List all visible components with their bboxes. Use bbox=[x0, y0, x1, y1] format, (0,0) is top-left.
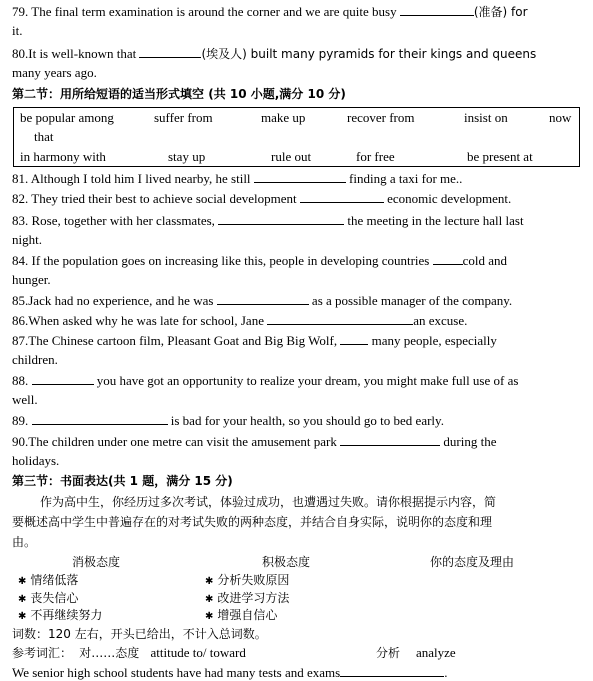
q84-blank[interactable] bbox=[433, 252, 463, 265]
vocab-term-1-en: attitude to/ toward bbox=[150, 645, 246, 660]
section-2-points: (共 10 小题,满分 10 分) bbox=[208, 87, 346, 101]
negative-item bbox=[18, 590, 78, 608]
q80-hint: (埃及人) built many pyramids for their kings and queens bbox=[201, 47, 537, 61]
q79-blank[interactable] bbox=[400, 3, 474, 16]
vocab-term-2: 分析 bbox=[376, 646, 401, 660]
star-bullet-icon: ✱ bbox=[18, 594, 27, 605]
prompt-line-2: 要概述高中学生中普遍存在的对考试失败的两种态度，并结合自身实际，说明你的态度和理 bbox=[12, 515, 493, 529]
negative-item-label: 不再继续努力 bbox=[30, 608, 103, 622]
q86-text-after: an excuse. bbox=[413, 313, 468, 328]
star-bullet-icon: ✱ bbox=[205, 594, 214, 605]
prompt-line-1: 作为高中生，你经历过多次考试，体验过成功，也遭遇过失败。请你根据提示内容，简 bbox=[40, 495, 497, 509]
negative-item bbox=[18, 607, 102, 625]
essay-blank[interactable] bbox=[340, 664, 444, 677]
positive-item bbox=[205, 572, 289, 590]
section-3-points: (共 1 题，满分 15 分) bbox=[108, 474, 233, 488]
q84-continuation: hunger. bbox=[12, 272, 51, 287]
phrase: stay up bbox=[168, 149, 206, 164]
question-88 bbox=[12, 372, 579, 389]
star-bullet-icon: ✱ bbox=[205, 576, 214, 587]
q81-text-after: finding a taxi for me.. bbox=[349, 171, 463, 186]
q83-blank[interactable] bbox=[218, 212, 344, 225]
phrase-wrap: that bbox=[34, 129, 54, 144]
section-2-label: 第二节：用所给短语的适当形式填空 bbox=[12, 87, 205, 101]
q90-continuation: holidays. bbox=[12, 453, 60, 468]
q87-text-after: many people, especially bbox=[371, 333, 497, 348]
star-bullet-icon: ✱ bbox=[18, 611, 27, 622]
q89-text-after: is bad for your health, so you should go to bed early. bbox=[170, 413, 444, 428]
reference-vocabulary bbox=[12, 645, 579, 661]
phrase: make up bbox=[261, 110, 306, 125]
question-87 bbox=[12, 332, 579, 349]
question-89 bbox=[12, 412, 579, 429]
question-85 bbox=[12, 292, 579, 309]
q88-continuation: well. bbox=[12, 392, 38, 407]
positive-item bbox=[205, 590, 289, 608]
header-negative: 消极态度 bbox=[72, 555, 121, 569]
q81-blank[interactable] bbox=[254, 170, 346, 183]
question-84 bbox=[12, 252, 579, 269]
phrase: be present at bbox=[467, 149, 533, 164]
q88-text-after: you have got an opportunity to realize your dream, you might make full use of as bbox=[96, 373, 519, 388]
essay-opening-text: We senior high school students have had many tests and exams bbox=[12, 665, 341, 680]
phrase: be popular among bbox=[20, 110, 114, 125]
q83-continuation: night. bbox=[12, 232, 42, 247]
question-79 bbox=[12, 3, 579, 20]
q87-blank[interactable] bbox=[340, 332, 368, 345]
section-3-title bbox=[12, 473, 579, 489]
q83-text-after: the meeting in the lecture hall last bbox=[347, 213, 524, 228]
positive-item-label: 增强自信心 bbox=[217, 608, 278, 622]
q88-blank[interactable] bbox=[32, 372, 94, 385]
word-count-note: 词数：120 左右，开头已给出，不计入总词数。 bbox=[12, 627, 267, 641]
phrase: rule out bbox=[271, 149, 312, 164]
section-2-title bbox=[12, 86, 579, 102]
q88-number: 88. bbox=[12, 373, 29, 388]
q90-text-after: during the bbox=[443, 434, 497, 449]
q82-blank[interactable] bbox=[300, 190, 384, 203]
section-3-label: 第三节：书面表达 bbox=[12, 474, 109, 488]
phrase-box bbox=[13, 107, 580, 167]
question-80 bbox=[12, 45, 579, 62]
vocab-term-1: 对……态度 bbox=[79, 646, 140, 660]
header-positive: 积极态度 bbox=[262, 555, 311, 569]
positive-item bbox=[205, 607, 277, 625]
essay-opening: We senior high school students have had many tests and exams . bbox=[12, 665, 448, 680]
q86-blank[interactable] bbox=[267, 312, 413, 325]
q89-blank[interactable] bbox=[32, 412, 168, 425]
q79-text: 79. The final term examination is around the corner and we are quite busy bbox=[12, 4, 397, 19]
q82-text: 82. They tried their best to achieve social development bbox=[12, 191, 297, 206]
positive-item-label: 改进学习方法 bbox=[217, 591, 290, 605]
q79-continuation: it. bbox=[12, 23, 23, 38]
header-your-attitude: 你的态度及理由 bbox=[430, 555, 515, 569]
vocab-label: 参考词汇： bbox=[12, 646, 73, 660]
q82-text-after: economic development. bbox=[387, 191, 512, 206]
phrase: recover from bbox=[347, 110, 415, 125]
question-86 bbox=[12, 312, 579, 329]
question-82 bbox=[12, 190, 579, 207]
q85-text-after: as a possible manager of the company. bbox=[311, 293, 513, 308]
question-83 bbox=[12, 212, 579, 229]
q90-blank[interactable] bbox=[340, 433, 440, 446]
question-90 bbox=[12, 433, 579, 450]
q87-text: 87.The Chinese cartoon film, Pleasant Goat and Big Big Wolf, bbox=[12, 333, 338, 348]
q81-text: 81. Although I told him I lived nearby, he still bbox=[12, 171, 251, 186]
phrase: insist on bbox=[464, 110, 508, 125]
q87-continuation: children. bbox=[12, 352, 58, 367]
phrase: for free bbox=[356, 149, 395, 164]
negative-item-label: 情绪低落 bbox=[30, 573, 79, 587]
prompt-line-3: 由。 bbox=[12, 535, 37, 549]
q80-blank[interactable] bbox=[139, 45, 201, 58]
vocab-term-2-en: analyze bbox=[416, 645, 456, 660]
q90-text: 90.The children under one metre can visit the amusement park bbox=[12, 434, 337, 449]
phrase: now bbox=[549, 110, 572, 125]
question-81 bbox=[12, 170, 579, 187]
q85-blank[interactable] bbox=[217, 292, 309, 305]
q89-number: 89. bbox=[12, 413, 29, 428]
q84-text: 84. If the population goes on increasing like this, people in developing countries bbox=[12, 253, 430, 268]
q86-text: 86.When asked why he was late for school, Jane bbox=[12, 313, 264, 328]
q84-text-after: cold and bbox=[462, 253, 508, 268]
q85-text: 85.Jack had no experience, and he was bbox=[12, 293, 214, 308]
phrase: suffer from bbox=[154, 110, 213, 125]
q79-hint: (准备) for bbox=[473, 5, 528, 19]
star-bullet-icon: ✱ bbox=[18, 576, 27, 587]
q80-text: 80.It is well-known that bbox=[12, 46, 137, 61]
negative-item-label: 丧失信心 bbox=[30, 591, 79, 605]
positive-item-label: 分析失败原因 bbox=[217, 573, 290, 587]
negative-item bbox=[18, 572, 78, 590]
star-bullet-icon: ✱ bbox=[205, 611, 214, 622]
phrase: in harmony with bbox=[20, 149, 106, 164]
q83-text: 83. Rose, together with her classmates, bbox=[12, 213, 215, 228]
q80-continuation: many years ago. bbox=[12, 65, 97, 80]
